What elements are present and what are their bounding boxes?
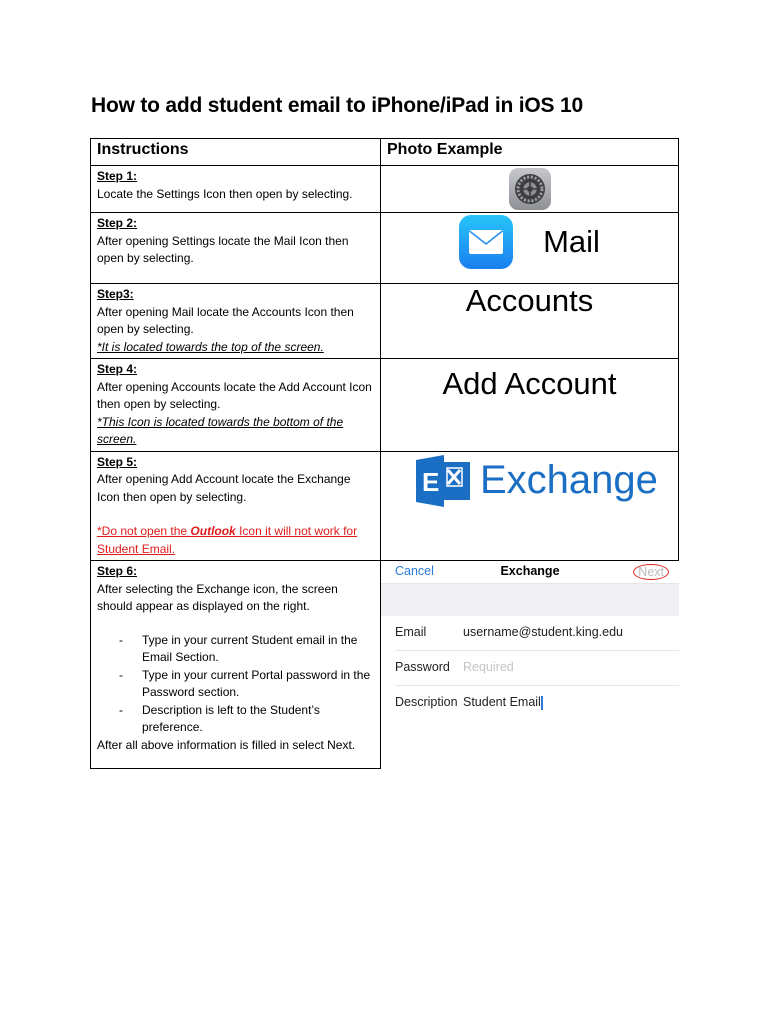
- step-6-cell: [91, 561, 381, 769]
- email-row[interactable]: [395, 616, 679, 651]
- step-label: Step 2:: [97, 216, 138, 230]
- table-row: [91, 166, 679, 213]
- step-note: *It is located towards the top of the screen.: [97, 339, 324, 354]
- mail-envelope-icon: [459, 215, 513, 269]
- cancel-button[interactable]: Cancel: [395, 564, 434, 579]
- step-6-photo: [381, 561, 679, 769]
- step-text: After opening Accounts locate the Add Account Icon then open by selecting.: [97, 379, 372, 411]
- description-row[interactable]: [395, 686, 679, 720]
- step-3-photo: [381, 284, 679, 359]
- step-label: Step3:: [97, 287, 134, 301]
- table-row: [91, 451, 679, 561]
- step-2-photo: [381, 213, 679, 284]
- exchange-form-screenshot: [381, 561, 679, 769]
- outlook-emphasis: Outlook: [190, 524, 236, 538]
- step-label: Step 5:: [97, 454, 138, 469]
- outlook-warning: *Do not open the Outlook Icon it will not work for Student Email.: [97, 524, 358, 556]
- step-text: After opening Add Account locate the Exchange Icon then open by selecting.: [97, 472, 351, 504]
- step-2-cell: [91, 213, 381, 284]
- list-item: - Type in your current Student email in the Email Section.: [97, 632, 374, 667]
- step-text: Locate the Settings Icon then open by selecting.: [97, 186, 353, 201]
- email-label: Email: [395, 625, 427, 640]
- step-5-cell: [91, 451, 381, 561]
- password-row[interactable]: [395, 651, 679, 686]
- form-spacer: [381, 584, 679, 616]
- step-6-bullets: [97, 632, 374, 737]
- description-label: Description: [395, 695, 458, 710]
- description-field[interactable]: Student Email: [463, 695, 541, 710]
- next-button[interactable]: Next: [633, 564, 669, 580]
- step-3-cell: [91, 284, 381, 359]
- svg-text:E: E: [422, 466, 440, 497]
- step-label: Step 4:: [97, 362, 138, 376]
- add-account-label: Add Account: [442, 366, 617, 401]
- list-item: - Description is left to the Student’s preference.: [97, 702, 374, 737]
- document-title: How to add student email to iPhone/iPad in iOS 10: [91, 94, 583, 117]
- exchange-logo-icon: [414, 454, 472, 508]
- photo-example-header: Photo Example: [381, 139, 679, 166]
- step-text: After selecting the Exchange icon, the screen should appear as displayed on the right.: [97, 581, 338, 613]
- table-header-row: [91, 139, 679, 166]
- table-row: [91, 213, 679, 284]
- step-5-photo: [381, 451, 679, 561]
- list-item: - Type in your current Portal password in the Password section.: [97, 667, 374, 702]
- step-label: Step 1:: [97, 169, 138, 183]
- step-1-photo: [381, 166, 679, 213]
- table-row: [91, 561, 679, 769]
- password-label: Password: [395, 660, 450, 675]
- settings-gear-icon: [509, 168, 551, 210]
- step-label: Step 6:: [97, 564, 138, 578]
- step-4-photo: [381, 359, 679, 452]
- exchange-nav-bar: [381, 561, 679, 584]
- step-text: After opening Settings locate the Mail Icon then open by selecting.: [97, 233, 349, 265]
- step-4-cell: [91, 359, 381, 452]
- table-row: [91, 359, 679, 452]
- accounts-label: Accounts: [465, 283, 594, 318]
- table-row: [91, 284, 679, 359]
- text-cursor: [541, 696, 543, 710]
- step-1-cell: [91, 166, 381, 213]
- exchange-form-title: Exchange: [500, 564, 560, 579]
- email-field[interactable]: username@student.king.edu: [463, 625, 624, 640]
- step-closing: After all above information is filled in select Next.: [97, 737, 356, 752]
- step-note: *This Icon is located towards the bottom of the screen.: [97, 414, 344, 446]
- instructions-table: [90, 138, 679, 769]
- mail-label: Mail: [543, 224, 600, 260]
- instructions-header: Instructions: [91, 139, 381, 166]
- password-field[interactable]: Required: [463, 660, 514, 675]
- exchange-label: Exchange: [480, 457, 658, 502]
- step-text: After opening Mail locate the Accounts Icon then open by selecting.: [97, 304, 354, 336]
